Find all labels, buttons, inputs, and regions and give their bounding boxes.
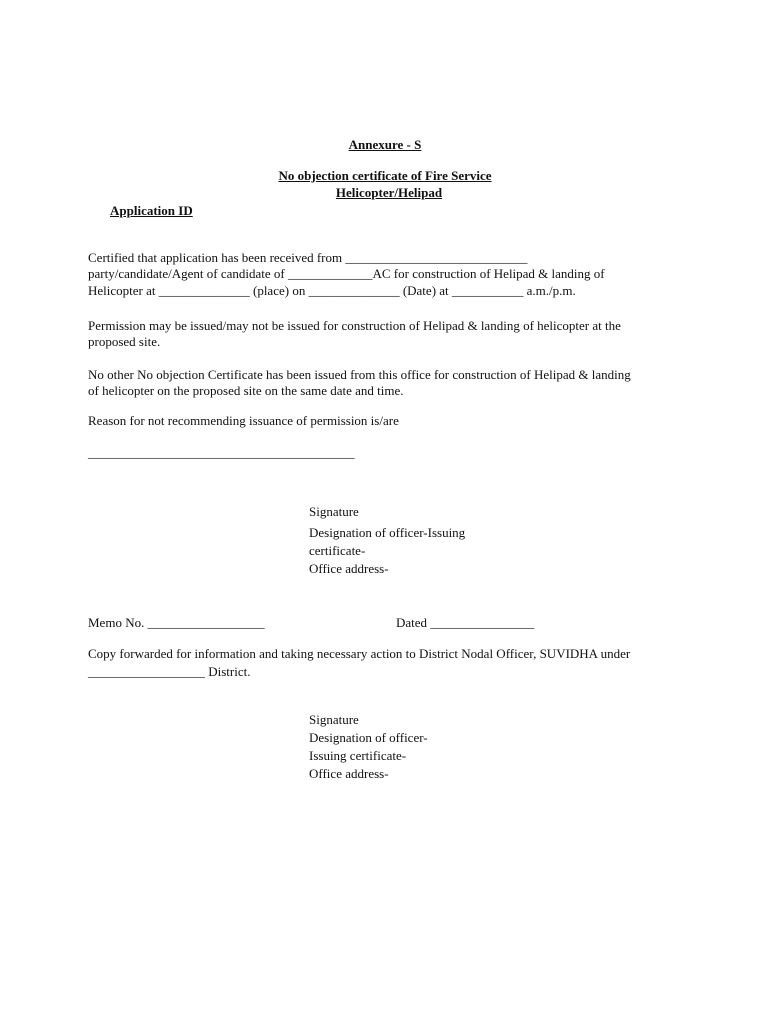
para2-line2: proposed site. xyxy=(88,334,161,349)
para1-line2: party/candidate/Agent of candidate of _____________AC for construction of Helipad & landing of xyxy=(88,266,605,281)
para1-line1: Certified that application has been received from ____________________________ xyxy=(88,250,528,265)
para3-line1: No other No objection Certificate has been issued from this office for construction of Helipad & landing xyxy=(88,367,631,382)
reason-label: Reason for not recommending issuance of permission is/are xyxy=(88,413,399,428)
sig2-office-address: Office address- xyxy=(309,766,389,781)
para1-line3: Helicopter at ______________ (place) on ______________ (Date) at ___________ a.m./p.m. xyxy=(88,283,576,298)
title-line-1: No objection certificate of Fire Service xyxy=(278,168,492,183)
copy-line2: __________________ District. xyxy=(88,664,251,679)
sig2-designation-2: Issuing certificate- xyxy=(309,748,407,763)
sig2-designation-1: Designation of officer- xyxy=(309,730,428,745)
sig1-office-address: Office address- xyxy=(309,561,389,576)
para3-line2: of helicopter on the proposed site on the same date and time. xyxy=(88,383,404,398)
dated-field: Dated ________________ xyxy=(396,615,535,630)
para2-line1: Permission may be issued/may not be issued for construction of Helipad & landing of helicopter at the xyxy=(88,318,621,333)
reason-blank: _________________________________________ xyxy=(88,445,355,460)
memo-number: Memo No. __________________ xyxy=(88,615,265,630)
sig2-signature: Signature xyxy=(309,712,359,727)
copy-line1: Copy forwarded for information and taking necessary action to District Nodal Officer, SUVIDHA under xyxy=(88,646,631,661)
annexure-heading: Annexure - S xyxy=(348,137,422,152)
sig1-signature: Signature xyxy=(309,504,359,519)
sig1-designation-1: Designation of officer-Issuing xyxy=(309,525,466,540)
application-id-label: Application ID xyxy=(110,203,193,218)
sig1-designation-2: certificate- xyxy=(309,543,366,558)
title-line-2: Helicopter/Helipad xyxy=(335,185,443,200)
